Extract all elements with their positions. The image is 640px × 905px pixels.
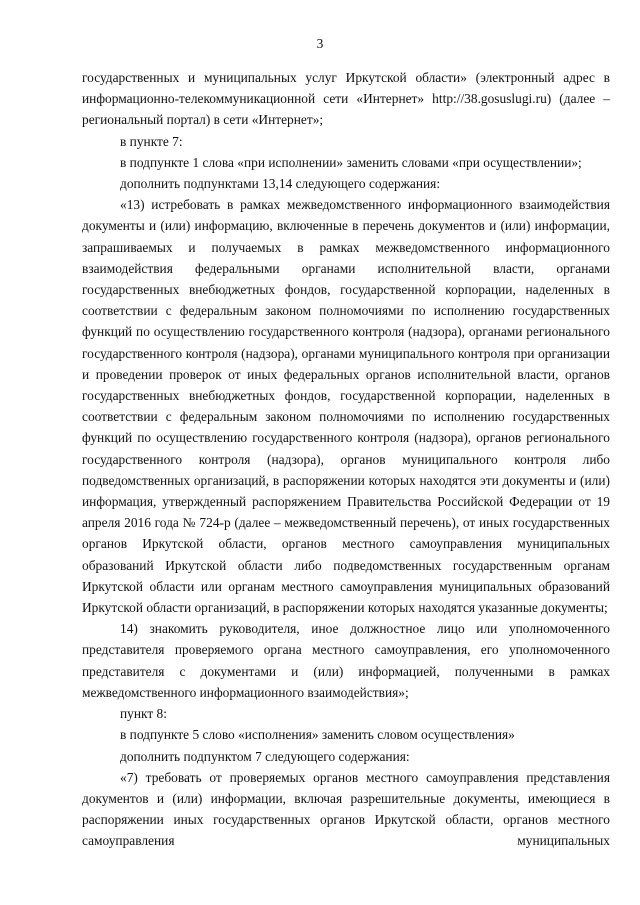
paragraph-add-subitem-7: дополнить подпунктом 7 следующего содержания: (120, 748, 410, 764)
document-body (82, 67, 610, 852)
paragraph-subitem-5-replace: в подпункте 5 слово «исполнения» заменить словом осуществления» (120, 727, 515, 743)
paragraph-add-subitems-13-14: дополнить подпунктами 13,14 следующего содержания: (120, 176, 441, 192)
paragraph-subitem-13: «13) истребовать в рамках межведомственного информационного взаимодействия документы и (или) информацию, включенные в перечень документов и (или) информации, запрашиваемых и получаемых в рамках межведомственного информационного взаимодействия федеральными органами исполнительной власти, органами государственных внебюджетных фондов, государственной корпорации, наделенных в соответствии с федеральным законом полномочиями по исполнению государственных функций по осуществлению государственного контроля (надзора), органами регионального государственного контроля (надзора), органами муниципального контроля при организации и проведении проверок от иных федеральных органов исполнительной власти, органов государственных внебюджетных фондов, государственной корпорации, наделенных в соответствии с федеральным законом полномочиями по исполнению государственных функций по осуществлению государственного контроля (надзора), органов регионального государственного контроля (надзора), органов муниципального контроля либо подведомственных организаций, в распоряжении которых находятся эти документы и (или) информация, утвержденный распоряжением Правительства Российской Федерации от 19 апреля 2016 года № 724-р (далее – межведомственный перечень), от иных государственных органов Иркутской области, органов местного самоуправления муниципальных образований Иркутской области либо подведомственных государственным органам Иркутской области или органам местного самоуправления муниципальных образований Иркутской области организаций, в распоряжении которых находятся указанные документы; (82, 197, 610, 616)
page-number: 3 (316, 36, 324, 51)
paragraph-item-7-heading: в пункте 7: (120, 133, 183, 149)
paragraph-subitem-1-replace: в подпункте 1 слова «при исполнении» заменить словами «при осуществлении»; (120, 154, 582, 170)
paragraph-subitem-14: 14) знакомить руководителя, иное должностное лицо или уполномоченного представителя проверяемого органа местного самоуправления, его уполномоченного представителя с документами и (или) информацией, полученными в рамках межведомственного информационного взаимодействия»; (82, 621, 610, 700)
paragraph-subitem-7: «7) требовать от проверяемых органов местного самоуправления представления документов и (или) информации, включая разрешительные документы, имеющиеся в распоряжении иных государственных органов Иркутской области, органов местного самоуправления муниципальных (82, 769, 610, 849)
paragraph-item-8-heading: пункт 8: (120, 706, 167, 722)
paragraph-portal-address: государственных и муниципальных услуг Иркутской области» (электронный адрес в информационно-телекоммуникационной сети «Интернет» http://38.gosuslugi.ru) (далее – региональный портал) в сети «Интернет»; (82, 70, 610, 128)
